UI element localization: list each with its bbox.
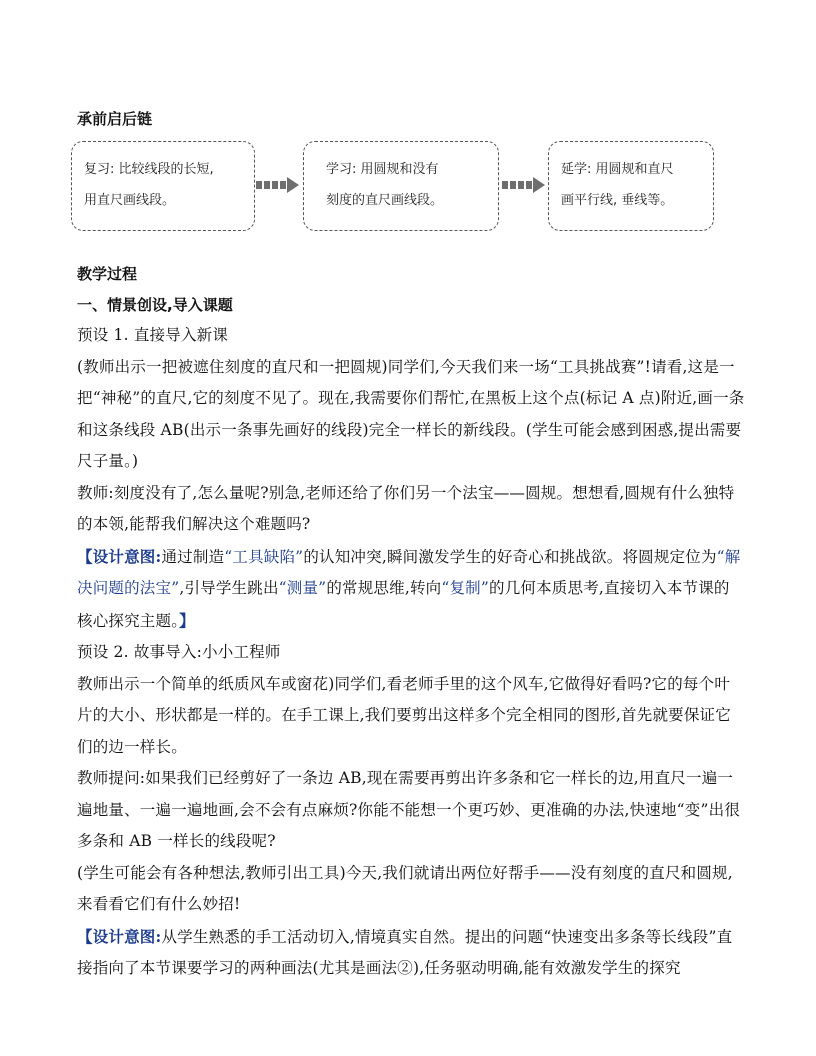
flow-box-line: 复习: 比较线段的长短, bbox=[84, 162, 214, 177]
flow-box-review bbox=[71, 141, 255, 231]
flow-box-line: 刻度的直尺画线段。 bbox=[326, 193, 444, 208]
design-intent-2 bbox=[77, 921, 745, 985]
design-open: 【设计意图: bbox=[77, 546, 162, 566]
student2-paragraph: (学生可能会有各种想法,教师引出工具)今天,我们就请出两位好帮手——没有刻度的直尺和圆规,来看看它们有什么妙招! bbox=[77, 863, 733, 913]
design-quote: “解决问题的法宝” bbox=[77, 547, 741, 597]
design-text: 的认知冲突,瞬间激发学生的好奇心和挑战欲。将圆规定位为 bbox=[303, 547, 717, 566]
design-close: 】 bbox=[179, 610, 195, 630]
flow-box-learn bbox=[303, 141, 499, 231]
flow-box-line: 用直尺画线段。 bbox=[84, 193, 176, 208]
preset1-title: 预设 1. 直接导入新课 bbox=[77, 326, 229, 344]
design-text: 的常规思维,转向 bbox=[326, 579, 442, 597]
flow-box-line: 学习: 用圆规和没有 bbox=[326, 162, 439, 177]
design-text: ,引导学生跳出 bbox=[179, 579, 279, 597]
design-open: 【设计意图: bbox=[77, 926, 162, 946]
section1-heading: 一、情景创设,导入课题 bbox=[77, 296, 233, 314]
lesson-body bbox=[77, 320, 745, 985]
flow-box-line: 延学: 用圆规和直尺 bbox=[561, 162, 674, 177]
preset1-paragraph: (教师出示一把被遮住刻度的直尺和一把圆规)同学们,今天我们来一场“工具挑战赛”!请看,这是一把“神秘”的直尺,它的刻度不见了。现在,我需要你们帮忙,在黑板上这个点(标记 A 点)附近,画一条和这条线段 AB(出示一条事先画好的线段)完全一样长的新线段。(学生可能会感到困惑,提出需要尺子量。) bbox=[77, 357, 745, 470]
design-intent-1 bbox=[77, 541, 745, 638]
design-quote: “测量” bbox=[278, 579, 327, 597]
arrow-icon bbox=[256, 177, 300, 193]
design-text: 通过制造 bbox=[161, 547, 225, 566]
design-quote: “工具缺陷” bbox=[224, 547, 304, 566]
teacher1-paragraph: 教师:刻度没有了,怎么量呢?别急,老师还给了你们另一个法宝——圆规。想想看,圆规有什么独特的本领,能帮我们解决这个难题吗? bbox=[77, 483, 735, 533]
flow-box-extend bbox=[548, 141, 714, 231]
process-heading: 教学过程 bbox=[77, 265, 138, 283]
preset2-paragraph: 教师出示一个简单的纸质风车或窗花)同学们,看老师手里的这个风车,它做得好看吗?它的每个叶片的大小、形状都是一样的。在手工课上,我们要剪出这样多个完全相同的图形,首先就要保证它们的边一样长。 bbox=[77, 674, 731, 756]
transition-heading: 承前启后链 bbox=[77, 110, 153, 128]
design-quote: “复制” bbox=[441, 579, 489, 597]
arrow-icon bbox=[502, 177, 546, 193]
design-text: 的几何本质思考,直接切入本节课的核心探究主题。 bbox=[77, 579, 730, 630]
teacher2-paragraph: 教师提问:如果我们已经剪好了一条边 AB,现在需要再剪出许多条和它一样长的边,用直尺一遍一遍地量、一遍一遍地画,会不会有点麻烦?你能不能想一个更巧妙、更准确的办法,快速地“变”出很多条和 AB 一样长的线段呢? bbox=[77, 769, 741, 850]
preset2-title: 预设 2. 故事导入:小小工程师 bbox=[77, 643, 281, 661]
flow-box-line: 画平行线, 垂线等。 bbox=[561, 193, 674, 208]
design-text: 从学生熟悉的手工活动切入,情境真实自然。提出的问题“快速变出多条等长线段”直接指向了本节课要学习的两种画法(尤其是画法②),任务驱动明确,能有效激发学生的探究 bbox=[77, 927, 733, 977]
